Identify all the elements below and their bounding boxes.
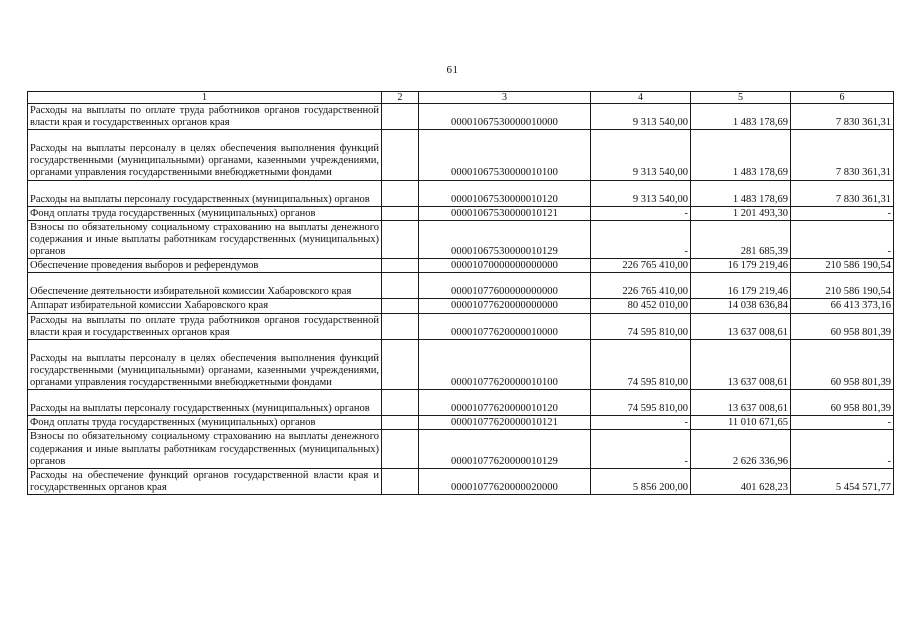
- expense-name-cell: Фонд оплаты труда государственных (муниципальных) органов: [28, 416, 382, 430]
- remaining-amount-cell: 7 830 361,31: [791, 104, 894, 130]
- planned-amount-cell: 74 595 810,00: [591, 313, 691, 339]
- column-2-cell: [382, 220, 419, 258]
- budget-code-cell: 00001067530000010120: [419, 180, 591, 206]
- planned-amount-cell: 9 313 540,00: [591, 104, 691, 130]
- column-header-2: 2: [382, 92, 419, 104]
- remaining-amount-cell: 60 958 801,39: [791, 390, 894, 416]
- remaining-amount-cell: 210 586 190,54: [791, 259, 894, 273]
- column-2-cell: [382, 468, 419, 494]
- executed-amount-cell: 1 483 178,69: [691, 130, 791, 180]
- executed-amount-cell: 2 626 336,96: [691, 430, 791, 468]
- remaining-amount-cell: 60 958 801,39: [791, 339, 894, 389]
- planned-amount-cell: 9 313 540,00: [591, 180, 691, 206]
- planned-amount-cell: 226 765 410,00: [591, 259, 691, 273]
- budget-code-cell: 00001077620000010100: [419, 339, 591, 389]
- table-row: [28, 313, 894, 339]
- column-header-3: 3: [419, 92, 591, 104]
- budget-code-cell: 00001077620000020000: [419, 468, 591, 494]
- executed-amount-cell: 1 483 178,69: [691, 104, 791, 130]
- column-header-6: 6: [791, 92, 894, 104]
- executed-amount-cell: 401 628,23: [691, 468, 791, 494]
- budget-code-cell: 00001067530000010121: [419, 206, 591, 220]
- table-row: [28, 180, 894, 206]
- table-row: [28, 273, 894, 299]
- executed-amount-cell: 13 637 008,61: [691, 339, 791, 389]
- executed-amount-cell: 1 201 493,30: [691, 206, 791, 220]
- table-row: [28, 206, 894, 220]
- table-header-row: [28, 92, 894, 104]
- expense-name-cell: Аппарат избирательной комиссии Хабаровского края: [28, 299, 382, 313]
- planned-amount-cell: 80 452 010,00: [591, 299, 691, 313]
- remaining-amount-cell: 66 413 373,16: [791, 299, 894, 313]
- table-row: [28, 130, 894, 180]
- table-row: [28, 259, 894, 273]
- planned-amount-cell: 74 595 810,00: [591, 339, 691, 389]
- table-row: [28, 220, 894, 258]
- expense-name-cell: Фонд оплаты труда государственных (муниципальных) органов: [28, 206, 382, 220]
- column-2-cell: [382, 206, 419, 220]
- executed-amount-cell: 11 010 671,65: [691, 416, 791, 430]
- column-2-cell: [382, 273, 419, 299]
- column-header-1: 1: [28, 92, 382, 104]
- executed-amount-cell: 1 483 178,69: [691, 180, 791, 206]
- remaining-amount-cell: 5 454 571,77: [791, 468, 894, 494]
- remaining-amount-cell: 7 830 361,31: [791, 180, 894, 206]
- planned-amount-cell: -: [591, 430, 691, 468]
- expense-name-cell: Расходы на выплаты персоналу в целях обеспечения выполнения функций государственными (муниципальными) органами, казенными учреждениями, органами управления государственными внебюджетными фондами: [28, 339, 382, 389]
- column-2-cell: [382, 180, 419, 206]
- expense-name-cell: Расходы на выплаты по оплате труда работников органов государственной власти края и государственных органов края: [28, 104, 382, 130]
- planned-amount-cell: -: [591, 206, 691, 220]
- table-row: [28, 416, 894, 430]
- table-row: [28, 468, 894, 494]
- remaining-amount-cell: -: [791, 220, 894, 258]
- executed-amount-cell: 281 685,39: [691, 220, 791, 258]
- column-2-cell: [382, 259, 419, 273]
- table-row: [28, 339, 894, 389]
- budget-code-cell: 00001077620000000000: [419, 299, 591, 313]
- executed-amount-cell: 16 179 219,46: [691, 273, 791, 299]
- table-row: [28, 104, 894, 130]
- planned-amount-cell: -: [591, 416, 691, 430]
- table-row: [28, 430, 894, 468]
- budget-code-cell: 00001077620000010120: [419, 390, 591, 416]
- remaining-amount-cell: -: [791, 430, 894, 468]
- remaining-amount-cell: -: [791, 206, 894, 220]
- budget-code-cell: 00001077620000010121: [419, 416, 591, 430]
- budget-code-cell: 00001067530000010129: [419, 220, 591, 258]
- remaining-amount-cell: 7 830 361,31: [791, 130, 894, 180]
- executed-amount-cell: 13 637 008,61: [691, 313, 791, 339]
- budget-code-cell: 00001067530000010000: [419, 104, 591, 130]
- executed-amount-cell: 14 038 636,84: [691, 299, 791, 313]
- budget-code-cell: 00001067530000010100: [419, 130, 591, 180]
- column-2-cell: [382, 390, 419, 416]
- expense-name-cell: Расходы на выплаты по оплате труда работников органов государственной власти края и государственных органов края: [28, 313, 382, 339]
- column-2-cell: [382, 430, 419, 468]
- expense-name-cell: Взносы по обязательному социальному страхованию на выплаты денежного содержания и иные выплаты работникам государственных (муниципальных) органов: [28, 430, 382, 468]
- executed-amount-cell: 16 179 219,46: [691, 259, 791, 273]
- column-header-4: 4: [591, 92, 691, 104]
- expense-name-cell: Расходы на обеспечение функций органов государственной власти края и государственных органов края: [28, 468, 382, 494]
- planned-amount-cell: 5 856 200,00: [591, 468, 691, 494]
- remaining-amount-cell: 210 586 190,54: [791, 273, 894, 299]
- remaining-amount-cell: -: [791, 416, 894, 430]
- expense-name-cell: Расходы на выплаты персоналу государственных (муниципальных) органов: [28, 180, 382, 206]
- column-2-cell: [382, 313, 419, 339]
- column-2-cell: [382, 416, 419, 430]
- budget-code-cell: 00001070000000000000: [419, 259, 591, 273]
- executed-amount-cell: 13 637 008,61: [691, 390, 791, 416]
- expense-name-cell: Расходы на выплаты персоналу в целях обеспечения выполнения функций государственными (муниципальными) органами, казенными учреждениями, органами управления государственными внебюджетными фондами: [28, 130, 382, 180]
- table-row: [28, 299, 894, 313]
- expense-name-cell: Обеспечение проведения выборов и референдумов: [28, 259, 382, 273]
- remaining-amount-cell: 60 958 801,39: [791, 313, 894, 339]
- expense-name-cell: Расходы на выплаты персоналу государственных (муниципальных) органов: [28, 390, 382, 416]
- budget-code-cell: 00001077620000010000: [419, 313, 591, 339]
- column-2-cell: [382, 299, 419, 313]
- planned-amount-cell: 74 595 810,00: [591, 390, 691, 416]
- table-row: [28, 390, 894, 416]
- column-2-cell: [382, 104, 419, 130]
- column-2-cell: [382, 339, 419, 389]
- expense-name-cell: Обеспечение деятельности избирательной комиссии Хабаровского края: [28, 273, 382, 299]
- planned-amount-cell: -: [591, 220, 691, 258]
- expense-name-cell: Взносы по обязательному социальному страхованию на выплаты денежного содержания и иные выплаты работникам государственных (муниципальных) органов: [28, 220, 382, 258]
- planned-amount-cell: 226 765 410,00: [591, 273, 691, 299]
- column-header-5: 5: [691, 92, 791, 104]
- planned-amount-cell: 9 313 540,00: [591, 130, 691, 180]
- budget-code-cell: 00001077600000000000: [419, 273, 591, 299]
- budget-code-cell: 00001077620000010129: [419, 430, 591, 468]
- column-2-cell: [382, 130, 419, 180]
- budget-table: [27, 91, 894, 495]
- page-number: 61: [446, 64, 459, 76]
